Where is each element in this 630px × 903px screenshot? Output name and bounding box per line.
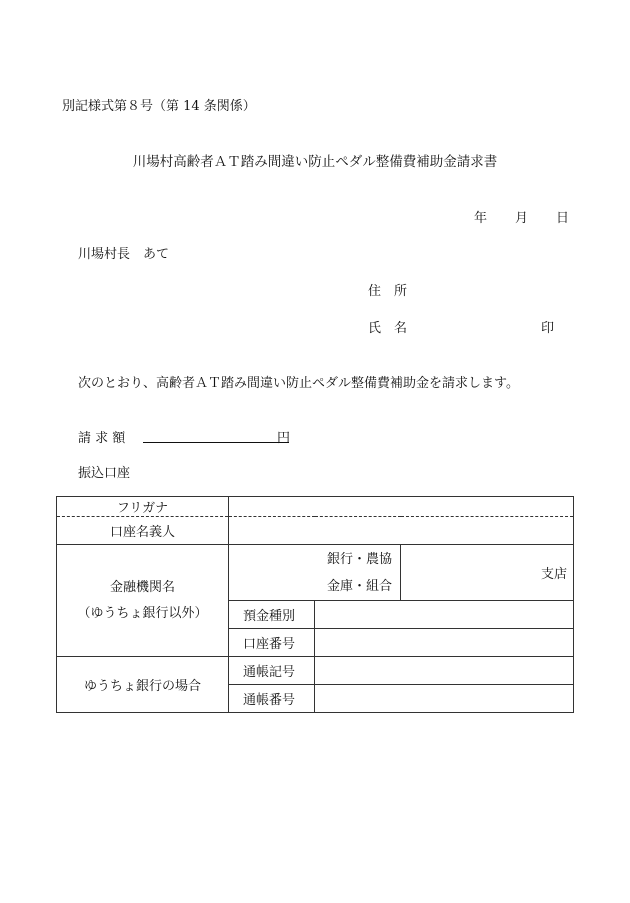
passbook-symbol-field[interactable] — [315, 657, 574, 685]
financial-institution-name-label: 金融機関名 — [109, 579, 175, 595]
document-title: 川場村高齢者ＡＴ踏み間違い防止ペダル整備費補助金請求書 — [132, 154, 498, 170]
seal-mark: 印 — [541, 321, 555, 336]
bank-type-label-1: 銀行・農協 — [326, 551, 392, 567]
passbook-symbol-label: 通帳記号 — [229, 657, 315, 685]
date-month-label: 月 — [515, 211, 529, 226]
passbook-number-label: 通帳番号 — [229, 685, 315, 713]
bank-name-field[interactable] — [229, 545, 401, 601]
address-label: 住 所 — [368, 284, 408, 299]
addressee: 川場村長 あて — [78, 247, 170, 262]
furigana-field[interactable] — [229, 497, 574, 517]
bank-account-table — [56, 496, 574, 713]
financial-institution-label — [57, 545, 229, 657]
yucho-case-label: ゆうちょ銀行の場合 — [57, 657, 229, 713]
transfer-account-heading: 振込口座 — [78, 466, 131, 481]
date-day-label: 日 — [556, 211, 570, 226]
excluding-yucho-note: （ゆうちょ銀行以外） — [77, 605, 208, 621]
name-label: 氏 名 — [368, 321, 408, 336]
deposit-type-field[interactable] — [315, 601, 574, 629]
form-reference: 別記様式第８号（第 14 条関係） — [62, 99, 256, 114]
claim-amount-label: 請 求 額 — [78, 431, 126, 446]
account-holder-label: 口座名義人 — [57, 517, 229, 545]
passbook-number-field[interactable] — [315, 685, 574, 713]
bank-type-label-2: 金庫・組合 — [326, 578, 392, 594]
request-statement: 次のとおり、高齢者ＡＴ踏み間違い防止ペダル整備費補助金を請求します。 — [78, 376, 519, 391]
deposit-type-label: 預金種別 — [229, 601, 315, 629]
account-holder-field[interactable] — [229, 517, 574, 545]
furigana-label: フリガナ — [57, 497, 229, 517]
claim-amount-field[interactable] — [143, 427, 289, 443]
claim-amount-unit: 円 — [277, 431, 291, 446]
date-year-label: 年 — [474, 211, 488, 226]
branch-label: 支店 — [541, 567, 568, 582]
account-number-field[interactable] — [315, 629, 574, 657]
branch-field[interactable] — [401, 545, 574, 601]
account-number-label: 口座番号 — [229, 629, 315, 657]
